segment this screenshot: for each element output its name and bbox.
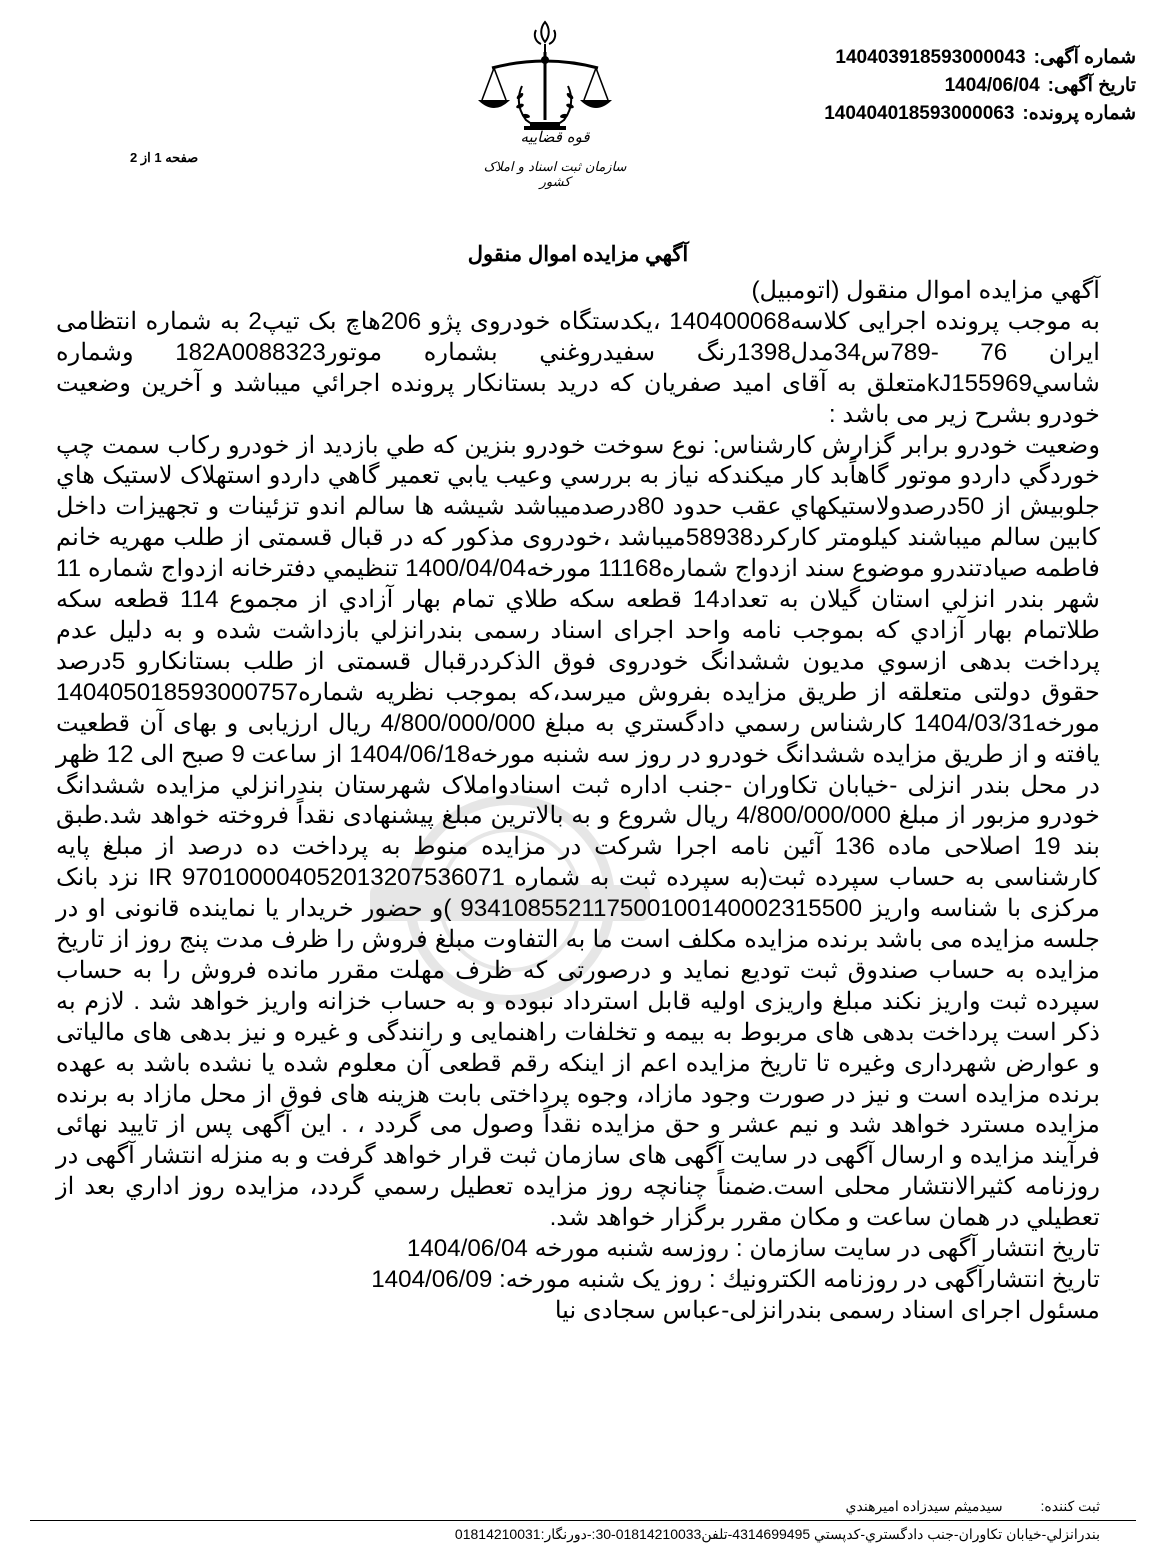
ad-number-row xyxy=(716,46,1136,74)
page-number: صفحه 1 از 2 xyxy=(130,150,199,165)
ad-number: 140403918593000043 xyxy=(835,47,1026,68)
emblem-caption-2: سازمان ثبت اسناد و املاک کشور xyxy=(483,160,627,190)
header-block xyxy=(716,46,1136,130)
registrar-label: ثبت كننده: xyxy=(1040,1498,1100,1514)
signatory: مسئول اجرای اسناد رسمی بندرانزلی-عباس سجادی نيا xyxy=(554,1296,1100,1324)
footer-address: بندرانزلي-خيابان تكاوران-جنب دادگستري-كدپستي 4314699495-تلفن01814210033-30:-دورنگار:01814210031 xyxy=(454,1526,1100,1542)
notice-body xyxy=(56,276,1100,1327)
case-number-row xyxy=(716,102,1136,130)
ad-date: 1404/06/04 xyxy=(944,75,1040,96)
footer-divider xyxy=(30,1520,1136,1521)
ad-date-label: تاریخ آگهی: xyxy=(1047,75,1136,96)
case-number: 140404018593000063 xyxy=(824,103,1015,124)
newspaper-publication-date: تاريخ انتشارآگهی در روزنامه الكترونيك : روز يک شنبه مورخه: 1404/06/09 xyxy=(371,1266,1100,1293)
document-title: آگهي مزايده اموال منقول xyxy=(467,243,689,266)
body-heading: آگهي مزايده اموال منقول (اتومبيل) xyxy=(751,277,1100,304)
registrar-name: سيدميثم سيدزاده اميرهندي xyxy=(845,1498,1003,1514)
site-publication-date: تاريخ انتشار آگهی در سايت سازمان : روزسه شنبه مورخه 1404/06/04 xyxy=(406,1235,1100,1263)
ad-date-row xyxy=(716,74,1136,102)
vehicle-paragraph: به موجب پرونده اجرايی كلاسه140400068 ،يكدستگاه خودروی پژو 206هاچ بک تيپ2 به شماره انتظامی ايران 76 -789س34مدل1398رنگ سفيدروغني بشماره موتور182A0088323 وشماره شاسيkJ155969متعلق به آقای امید صفریان كه دريد بستانكار پرونده اجرائي ميباشد و آخرين وضعيت خودرو بشرح زير می باشد : xyxy=(56,307,1100,428)
ad-number-label: شماره آگهی: xyxy=(1033,47,1136,68)
auction-terms-paragraph: وضعيت خودرو برابر گزارش كارشناس: نوع سوخت خودرو بنزين كه طي بازديد از خودرو ركاب سمت چپ خوردگي داردو موتور گاهاًبد كار ميكندكه نياز به بررسي وعيب يابي تعمير گاهي داردو استهلاک لاستيک هاي جلوبيش از 50درصدولاستيكهاي عقب حدود 80درصدميباشد شيشه ها سالم اندو تزئينات و تجهيزات داخل كابين سالم ميباشند كيلومتر كاركرد58938ميباشد ،خودروی مذکور که در قبال قسمتی از طلب مهريه خانم فاطمه صيادتندرو موضوع سند ازدواج شماره11168 مورخه1400/04/04 تنظيمي دفترخانه ازدواج شماره 11 شهر بندر انزلي استان گيلان به تعداد14 قطعه سكه طلاي تمام بهار آزادي از مجموع 114 قطعه سكه طلاتمام بهار آزادي كه بموجب نامه واحد اجرای اسناد رسمی بندرانزلي بازداشت شده و به دليل عدم پرداخت بدهی ازسوي مديون ششدانگ خودروی فوق الذكردرقبال قسمتی از طلب بستانكارو 5درصد حقوق دولتی متعلقه از طريق مزايده بفروش ميرسد،كه بموجب نظريه شماره140405018593000757 مورخه1404/03/31 كارشناس رسمي دادگستري به مبلغ 4/800/000/000 ريال ارزيابی و بهای آن قطعيت يافته و از طريق مزايده ششدانگ خودرو در روز سه شنبه مورخه1404/06/18 از ساعت 9 صبح الی 12 ظهر در محل بندر انزلی -خيابان تكاوران -جنب اداره ثبت اسنادواملاک شهرستان بندرانزلي مزايده ششدانگ خودرو مزبور از مبلغ 4/800/000/000 ريال شروع و به بالاترين مبلغ پيشنهادی نقداً فروخته خواهد شد.طبق بند 19 اصلاحی ماده 136 آئين نامه اجرا شركت در مزايده منوط به پرداخت ده درصد از مبلغ پايه كارشناسی به حساب سپرده ثبت(به سپرده ثبت به شماره IR 970100004052013207536071 نزد بانک مرکزی با شناسه واريز 934108552117500100140002315500 )و حضور خريدار يا نماينده قانونی او در جلسه مزايده می باشد برنده مزايده مكلف است ما به التفاوت مبلغ فروش را ظرف مدت پنج روز از تاريخ مزايده به حساب صندوق ثبت توديع نمايد و درصورتی كه ظرف مهلت مقرر مانده فروش را به حساب سپرده ثبت واريز نكند مبلغ واريزی اوليه قابل استرداد نبوده و به حساب خزانه واريز خواهد شد . لازم به ذكر است پرداخت بدهی های مربوط به بيمه و تخلفات راهنمايی و رانندگی و غيره و نيز بدهی های مالياتی و عوارض شهرداری وغيره تا تاريخ مزايده اعم از اينكه رقم قطعی آن معلوم شده يا نشده باشد به عهده برنده مزايده است و نيز در صورت وجود مازاد، وجوه پرداختی بابت هزينه های فوق از محل مازاد به برنده مزايده مسترد خواهد شد و نيم عشر و حق مزايده نقداً وصول می گردد ، . اين آگهی پس از تاييد نهائی فرآيند مزايده و ارسال آگهی در سايت آگهی های سازمان ثبت قرار خواهد گرفت و به منزله انتشار آگهی در روزنامه كثيرالانتشار محلی است.ضمناً چنانچه روز مزايده تعطيل رسمي گردد، مزايده روز اداري بعد از تعطيلي در همان ساعت و مكان مقرر برگزار خواهد شد. xyxy=(56,431,1101,1232)
registrar xyxy=(846,1498,1100,1515)
case-number-label: شماره پرونده: xyxy=(1022,103,1136,124)
emblem-caption-1: قوه قضاییه xyxy=(520,128,590,146)
